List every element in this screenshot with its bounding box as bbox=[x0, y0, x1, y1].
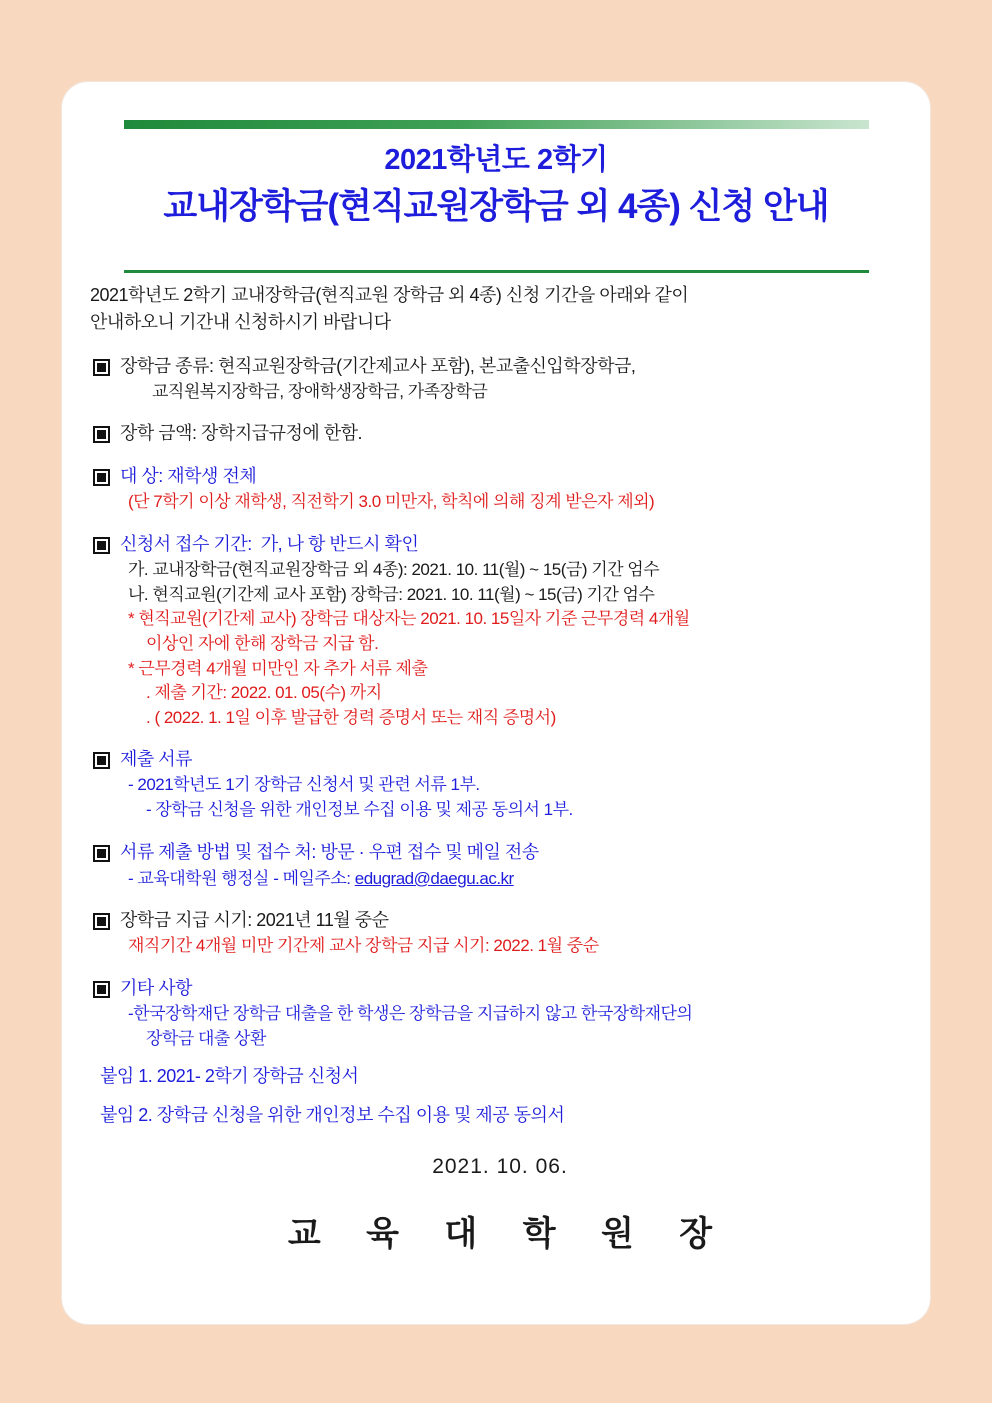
section-heading: 장학금 종류: 현직교원장학금(기간제교사 포함), 본교출신입학장학금, bbox=[120, 355, 636, 376]
title-divider bbox=[124, 270, 869, 273]
square-bullet-icon bbox=[93, 426, 110, 443]
section-payment-schedule bbox=[90, 907, 910, 959]
section-line-b: 나. 현직교원(기간제 교사 포함) 장학금: 2021. 10. 11(월) ~ 15(금) 기간 엄수 bbox=[128, 584, 655, 604]
section-application-period bbox=[90, 531, 910, 730]
square-bullet-icon bbox=[93, 913, 110, 930]
section-other bbox=[90, 975, 910, 1051]
section-note-1-cont: 이상인 자에 한해 장학금 지급 함. bbox=[146, 633, 379, 653]
square-bullet-icon bbox=[93, 752, 110, 769]
signer-title: 교 육 대 학 원 장 bbox=[287, 1214, 731, 1253]
section-target bbox=[90, 463, 910, 515]
email-link[interactable]: edugrad@daegu.ac.kr bbox=[354, 868, 514, 888]
section-note-2: * 근무경력 4개월 미만인 자 추가 서류 제출 bbox=[128, 658, 428, 678]
issue-date: 2021. 10. 06. bbox=[432, 1155, 568, 1179]
square-bullet-icon bbox=[93, 469, 110, 486]
attachment-1: 붙임 1. 2021- 2학기 장학금 신청서 bbox=[100, 1066, 359, 1087]
section-note-2-detail: . ( 2022. 1. 1일 이후 발급한 경력 증명서 또는 재직 증명서) bbox=[146, 707, 556, 727]
section-heading: 기타 사항 bbox=[120, 977, 193, 998]
section-scholarship-amount bbox=[90, 420, 910, 447]
section-line-doc-1: - 2021학년도 1기 장학금 신청서 및 관련 서류 1부. bbox=[128, 775, 480, 795]
section-line-other-1: -한국장학재단 장학금 대출을 한 학생은 장학금을 지급하지 않고 한국장학재단의 bbox=[128, 1003, 693, 1023]
section-submission-method bbox=[90, 839, 910, 892]
attachment-2: 붙임 2. 장학금 신청을 위한 개인정보 수집 이용 및 제공 동의서 bbox=[100, 1105, 565, 1126]
section-line-payment-note: 재직기간 4개월 미만 기간제 교사 장학금 지급 시기: 2022. 1월 중순 bbox=[128, 936, 599, 956]
page-title-line-1: 2021학년도 2학기 bbox=[384, 144, 608, 176]
notice-page bbox=[62, 82, 930, 1324]
section-line-doc-2: - 장학금 신청을 위한 개인정보 수집 이용 및 제공 동의서 1부. bbox=[146, 800, 573, 820]
section-line-office bbox=[128, 866, 910, 892]
section-heading: 서류 제출 방법 및 접수 처: 방문 · 우편 접수 및 메일 전송 bbox=[120, 841, 539, 862]
section-required-documents bbox=[90, 746, 910, 822]
square-bullet-icon bbox=[93, 359, 110, 376]
section-note-2-deadline: . 제출 기간: 2022. 01. 05(수) 까지 bbox=[146, 683, 382, 703]
square-bullet-icon bbox=[93, 981, 110, 998]
section-line-a: 가. 교내장학금(현직교원장학금 외 4종): 2021. 10. 11(월) ~ 15(금) 기간 엄수 bbox=[128, 560, 660, 579]
intro-line-2: 안내하오니 기간내 신청하시기 바랍니다 bbox=[90, 312, 391, 333]
section-heading: 신청서 접수 기간: 가, 나 항 반드시 확인 bbox=[120, 534, 419, 554]
section-note-1: * 현직교원(기간제 교사) 장학금 대상자는 2021. 10. 15일자 기준 근무경력 4개월 bbox=[128, 609, 690, 629]
section-heading: 장학금 지급 시기: 2021년 11월 중순 bbox=[120, 910, 389, 931]
top-divider bbox=[124, 120, 869, 129]
office-text: - 교육대학원 행정실 - 메일주소: bbox=[128, 868, 355, 888]
intro-paragraph bbox=[90, 282, 910, 337]
page-title-line-2: 교내장학금(현직교원장학금 외 4종) 신청 안내 bbox=[163, 187, 829, 227]
section-line: 교직원복지장학금, 장애학생장학금, 가족장학금 bbox=[152, 381, 488, 401]
section-heading: 장학 금액: 장학지급규정에 한함. bbox=[120, 423, 363, 444]
title-block bbox=[62, 142, 930, 230]
section-heading: 제출 서류 bbox=[120, 749, 193, 770]
section-heading: 대 상: 재학생 전체 bbox=[120, 466, 257, 487]
section-scholarship-types bbox=[90, 353, 910, 405]
intro-line-1: 2021학년도 2학기 교내장학금(현직교원 장학금 외 4종) 신청 기간을 아래와 같이 bbox=[90, 285, 689, 305]
section-line-other-2: 장학금 대출 상환 bbox=[146, 1028, 266, 1048]
square-bullet-icon bbox=[93, 537, 110, 554]
square-bullet-icon bbox=[93, 845, 110, 862]
notice-body bbox=[90, 282, 910, 1260]
section-line-exclusions: (단 7학기 이상 재학생, 직전학기 3.0 미만자, 학칙에 의해 징계 받은자 제외) bbox=[128, 492, 655, 512]
